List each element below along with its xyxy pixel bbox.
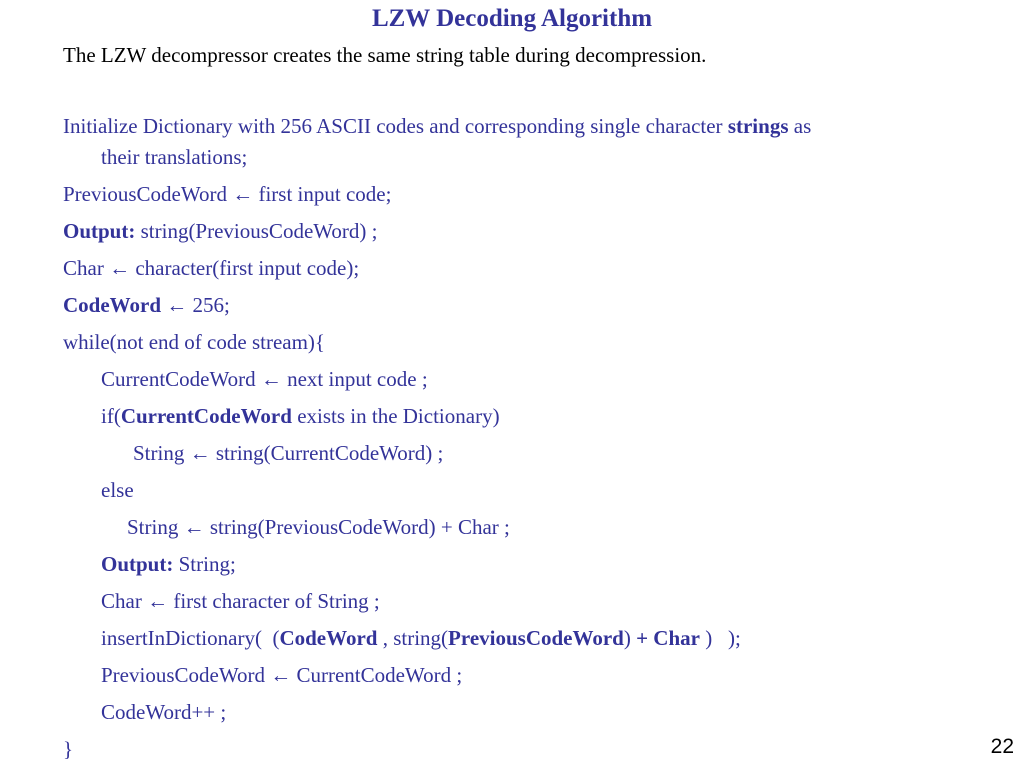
code-line-close-brace: } bbox=[63, 737, 74, 761]
code-text: Initialize Dictionary with 256 ASCII codes and corresponding single character bbox=[63, 114, 728, 138]
page-number: 22 bbox=[990, 735, 1014, 758]
code-line-output-first bbox=[63, 219, 377, 244]
code-text: ← 256; bbox=[161, 293, 230, 317]
code-line-if bbox=[101, 404, 500, 429]
code-keyword: strings bbox=[727, 114, 789, 138]
code-line-previous-update: PreviousCodeWord ← CurrentCodeWord ; bbox=[101, 663, 463, 687]
code-keyword: CodeWord bbox=[63, 293, 162, 317]
code-keyword: Output: bbox=[63, 219, 136, 243]
code-line-previous-init: PreviousCodeWord ← first input code; bbox=[63, 182, 392, 206]
code-line-char-init: Char ← character(first input code); bbox=[63, 256, 360, 280]
code-keyword: PreviousCodeWord bbox=[448, 626, 624, 650]
code-keyword: Output: bbox=[101, 552, 174, 576]
code-line-codeword-init bbox=[63, 293, 230, 318]
code-text: , string( bbox=[377, 626, 449, 650]
slide-title: LZW Decoding Algorithm bbox=[371, 5, 653, 32]
code-line-char-update: Char ← first character of String ; bbox=[101, 589, 380, 613]
code-text: ) ); bbox=[699, 626, 741, 650]
code-line-initialize-cont: their translations; bbox=[101, 145, 248, 169]
code-line-else: else bbox=[101, 478, 134, 502]
code-line-initialize bbox=[63, 114, 811, 139]
code-line-codeword-increment: CodeWord++ ; bbox=[101, 700, 227, 724]
code-line-current-read: CurrentCodeWord ← next input code ; bbox=[101, 367, 428, 391]
code-keyword: + Char bbox=[636, 626, 700, 650]
code-line-while: while(not end of code stream){ bbox=[63, 330, 325, 354]
code-line-string-previous: String ← string(PreviousCodeWord) + Char ; bbox=[127, 515, 510, 539]
code-text: ) bbox=[623, 626, 637, 650]
code-line-output-string bbox=[101, 552, 236, 577]
code-text: string(PreviousCodeWord) ; bbox=[135, 219, 378, 243]
code-keyword: CodeWord bbox=[279, 626, 378, 650]
code-keyword: CurrentCodeWord bbox=[120, 404, 292, 428]
code-text: String; bbox=[173, 552, 236, 576]
code-text: exists in the Dictionary) bbox=[291, 404, 500, 428]
code-text: as bbox=[788, 114, 812, 138]
code-line-string-current: String ← string(CurrentCodeWord) ; bbox=[133, 441, 444, 465]
slide-subtitle: The LZW decompressor creates the same string table during decompression. bbox=[63, 43, 707, 67]
code-text: insertInDictionary( ( bbox=[101, 626, 280, 650]
code-line-insert bbox=[101, 626, 741, 651]
code-text: if( bbox=[101, 404, 121, 428]
